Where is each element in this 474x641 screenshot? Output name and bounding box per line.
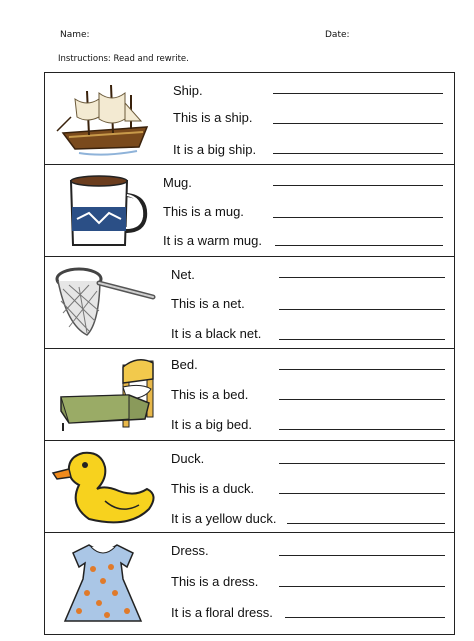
bed-picture: [49, 353, 161, 437]
writing-line[interactable]: [273, 153, 443, 154]
sentence-line: It is a yellow duck.: [171, 511, 277, 526]
word-line: Mug.: [163, 175, 192, 190]
word-line: Bed.: [171, 357, 198, 372]
writing-line[interactable]: [279, 555, 445, 556]
date-label: Date:: [325, 30, 350, 40]
sentence-line: This is a mug.: [163, 204, 244, 219]
writing-line[interactable]: [279, 399, 445, 400]
net-picture: [49, 261, 161, 345]
word-line: Duck.: [171, 451, 205, 466]
ship-picture: [49, 77, 161, 161]
instructions: Instructions: Read and rewrite.: [58, 54, 189, 64]
writing-line[interactable]: [273, 93, 443, 94]
writing-line[interactable]: [285, 617, 445, 618]
worksheet-table: [44, 72, 455, 635]
sentence-line: This is a net.: [171, 296, 245, 311]
sentence-line: It is a floral dress.: [171, 605, 273, 620]
sentence-line: It is a black net.: [171, 326, 262, 341]
sentence-line: This is a dress.: [171, 574, 259, 589]
name-label: Name:: [60, 30, 90, 40]
sentence-line: This is a duck.: [171, 481, 255, 496]
mug-picture: [49, 169, 161, 253]
worksheet-row-dress: [45, 533, 454, 634]
writing-line[interactable]: [279, 277, 445, 278]
worksheet-row-ship: [45, 73, 454, 165]
word-line: Net.: [171, 267, 195, 282]
writing-line[interactable]: [279, 463, 445, 464]
duck-picture: [49, 445, 161, 529]
writing-line[interactable]: [275, 245, 443, 246]
sentence-line: It is a warm mug.: [163, 233, 262, 248]
writing-line[interactable]: [279, 493, 445, 494]
writing-line[interactable]: [279, 309, 445, 310]
sentence-line: This is a ship.: [173, 110, 253, 125]
writing-line[interactable]: [273, 217, 443, 218]
dress-picture: [49, 537, 161, 629]
writing-line[interactable]: [279, 339, 445, 340]
writing-line[interactable]: [273, 123, 443, 124]
worksheet-row-mug: [45, 165, 454, 257]
writing-line[interactable]: [279, 369, 445, 370]
word-line: Dress.: [171, 543, 209, 558]
writing-line[interactable]: [279, 429, 445, 430]
worksheet-row-net: [45, 257, 454, 349]
writing-line[interactable]: [287, 523, 445, 524]
sentence-line: This is a bed.: [171, 387, 249, 402]
writing-line[interactable]: [279, 586, 445, 587]
sentence-line: It is a big bed.: [171, 417, 252, 432]
worksheet-row-duck: [45, 441, 454, 533]
writing-line[interactable]: [273, 185, 443, 186]
worksheet-row-bed: [45, 349, 454, 441]
word-line: Ship.: [173, 83, 203, 98]
sentence-line: It is a big ship.: [173, 142, 257, 157]
